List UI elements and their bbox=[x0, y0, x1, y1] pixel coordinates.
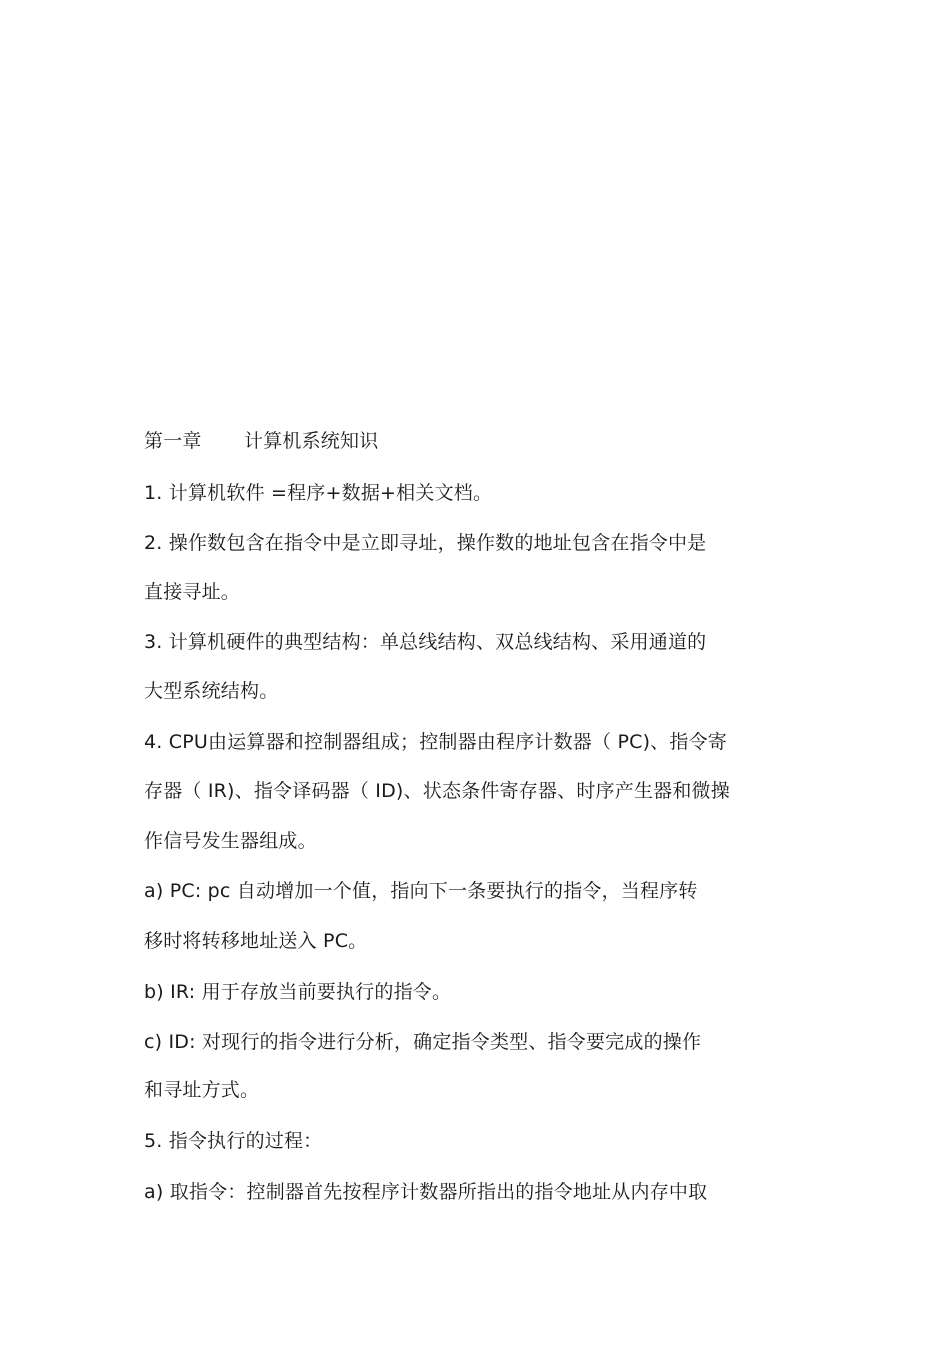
chapter-title: 计算机系统知识 bbox=[244, 430, 379, 452]
text-line: 作信号发生器组成。 bbox=[144, 830, 317, 852]
text-line: 5. 指令执行的过程： bbox=[144, 1130, 323, 1152]
text-line: c) ID: 对现行的指令进行分析，确定指令类型、指令要完成的操作 bbox=[144, 1031, 702, 1053]
text-line: a) PC: pc 自动增加一个值，指向下一条要执行的指令，当程序转 bbox=[144, 880, 698, 902]
text-line: 4. CPU由运算器和控制器组成；控制器由程序计数器（ PC)、指令寄 bbox=[144, 731, 727, 753]
text-line: 存器（ IR)、指令译码器（ ID)、状态条件寄存器、时序产生器和微操 bbox=[144, 780, 730, 802]
text-line: 大型系统结构。 bbox=[144, 680, 279, 702]
text-line: 直接寻址。 bbox=[144, 581, 241, 603]
text-line: 移时将转移地址送入 PC。 bbox=[144, 930, 368, 952]
text-line: 2. 操作数包含在指令中是立即寻址，操作数的地址包含在指令中是 bbox=[144, 532, 707, 554]
chapter-heading bbox=[144, 429, 378, 453]
text-line: 3. 计算机硬件的典型结构：单总线结构、双总线结构、采用通道的 bbox=[144, 631, 707, 653]
chapter-number: 第一章 bbox=[144, 430, 202, 452]
text-line: 1. 计算机软件 =程序+数据+相关文档。 bbox=[144, 482, 493, 504]
text-line: a) 取指令：控制器首先按程序计数器所指出的指令地址从内存中取 bbox=[144, 1181, 708, 1203]
text-line: b) IR: 用于存放当前要执行的指令。 bbox=[144, 981, 452, 1003]
text-line: 和寻址方式。 bbox=[144, 1079, 260, 1101]
